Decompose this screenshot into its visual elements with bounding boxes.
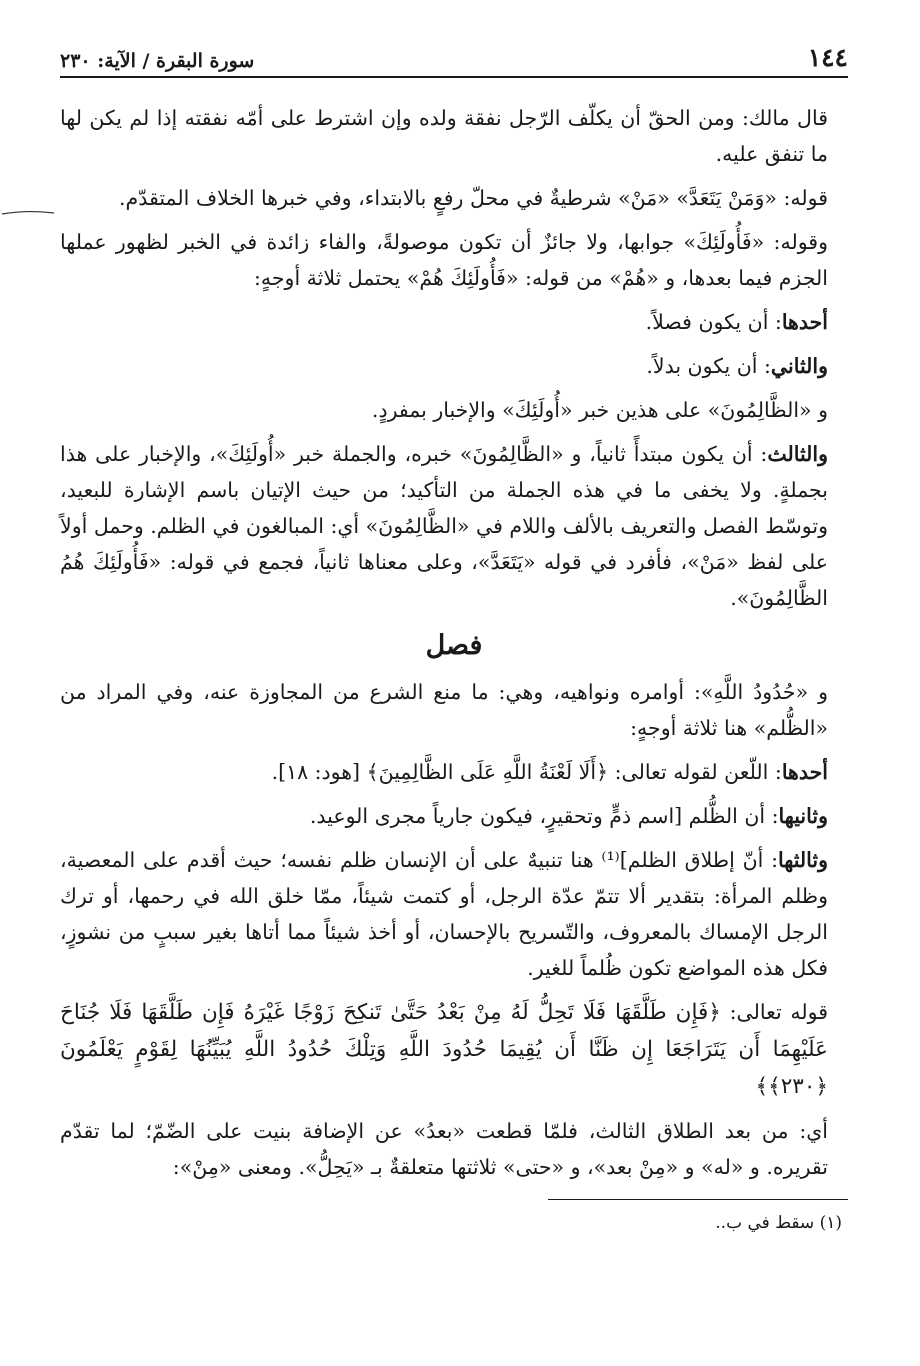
paragraph-malik: قال مالك: ومن الحقّ أن يكلّف الرّجل نفقة ولده وإن اشترط على أمّه نفقته إذا لم يكن لها ما تنفق عليه. (60, 106, 828, 166)
page-body (60, 100, 848, 1236)
section-point-second (60, 798, 848, 834)
point-text: : أنّ إطلاق الظلم]⁽¹⁾ هنا تنبيهٌ على أن الإنسان ظلم نفسه؛ حيث أقدم على المعصية، وظلم المرأة: بتقدير ألا تتمّ عدّة الرجل، أو كتمت شيئاً، ممّا خلق الله في رحمها، أو ترك الرجل الإمساك بالمعروف، والتّسريح بالإحسان، أو أخذ شيئاً مما أتاها بغير سببٍ من نشوزٍ، فكل هذه المواضع تكون ظُلماً للغير. (60, 848, 828, 980)
point-third (60, 436, 848, 616)
point-first (60, 304, 848, 340)
page-header (60, 38, 848, 78)
verse-paragraph (60, 994, 848, 1105)
point-second (60, 348, 848, 384)
verse-intro: قوله تعالى: (720, 1000, 828, 1024)
point-label: والثالث (767, 442, 828, 466)
point-text: : أن يكون بدلاً. (646, 354, 771, 378)
page (60, 38, 848, 1346)
paragraph-ulaika: وقوله: «فَأُولَئِكَ» جوابها، ولا جائزٌ أن تكون موصولةً، والفاء زائدة في الخبر لظهور عملها الجزم فيما بعدها، و «هُمْ» من قوله: «فَأُولَئِكَ هُمْ» يحتمل ثلاثة أوجهٍ: (60, 230, 828, 290)
point-text: : اللّعن لقوله تعالى: ﴿أَلَا لَعْنَةُ اللَّهِ عَلَى الظَّالِمِينَ﴾ [هود: ١٨]. (271, 760, 782, 784)
point-label: أحدها (781, 760, 828, 784)
section-point-third (60, 842, 848, 986)
section-title: فصل (425, 630, 483, 661)
quran-verse: ﴿فَإِن طَلَّقَهَا فَلَا تَحِلُّ لَهُ مِنْ بَعْدُ حَتَّىٰ تَنكِحَ زَوْجًا غَيْرَهُ فَإِن طَلَّقَهَا فَلَا جُنَاحَ عَلَيْهِمَا أَن يَتَرَاجَعَا إِن ظَنَّا أَن يُقِيمَا حُدُودَ اللَّهِ وَتِلْكَ حُدُودُ اللَّهِ يُبَيِّنُهَا لِقَوْمٍ يَعْلَمُونَ ﴿٢٣٠﴾﴾ (60, 1000, 828, 1099)
point-text: : أن يكون مبتدأً ثانياً، و «الظَّالِمُونَ» خبره، والجملة خبر «أُولَئِكَ»، والإخبار على هذا بجملةٍ. ولا يخفى ما في هذه الجملة من التأكيد؛ من حيث الإتيان باسم الإشارة للبعيد، وتوسّط الفصل والتعريف بالألف واللام في «الظَّالِمُونَ» أي: المبالغون في الظلم. وحمل أولاً على لفظ «مَنْ»، فأفرد في قوله «يَتَعَدَّ»، وعلى معناها ثانياً، فجمع في قوله: «فَأُولَئِكَ هُمُ الظَّالِمُونَ». (60, 442, 828, 610)
note-line: و «الظَّالِمُونَ» على هذين خبر «أُولَئِكَ» والإخبار بمفردٍ. (371, 398, 828, 422)
point-text: : أن الظُّلم [اسم ذمٍّ وتحقيرٍ، فيكون جارياً مجرى الوعيد. (309, 804, 779, 828)
running-title: سورة البقرة / الآية: ٢٣٠ (60, 50, 255, 72)
point-label: وثالثها (778, 848, 828, 872)
footnote: (١) سقط في ب.. (715, 1213, 842, 1233)
point-label: أحدها (781, 310, 828, 334)
section-point-first (60, 754, 848, 790)
point-text: : أن يكون فصلاً. (645, 310, 782, 334)
margin-pen-mark (0, 210, 56, 216)
point-label: والثاني (770, 354, 828, 378)
explanation-paragraph: أي: من بعد الطلاق الثالث، فلمّا قطعت «بعدُ» عن الإضافة بنيت على الضّمّ؛ لما تقدّم تقريره. و «له» و «مِنْ بعد»، و «حتى» ثلاثتها متعلقةٌ بـ «يَحِلُّ». ومعنى «مِنْ»: (60, 1119, 828, 1179)
point-label: وثانيها (778, 804, 828, 828)
page-number: ١٤٤ (807, 43, 848, 72)
footnote-divider (548, 1199, 848, 1200)
paragraph-man: قوله: «وَمَنْ يَتَعَدَّ» «مَنْ» شرطيةٌ في محلّ رفعٍ بالابتداء، وفي خبرها الخلاف المتقدّم. (119, 186, 828, 210)
section-intro: و «حُدُودُ اللَّهِ»: أوامره ونواهيه، وهي: ما منع الشرع من المجاوزة عنه، وفي المراد من «الظُّلم» هنا ثلاثة أوجهٍ: (60, 680, 828, 740)
